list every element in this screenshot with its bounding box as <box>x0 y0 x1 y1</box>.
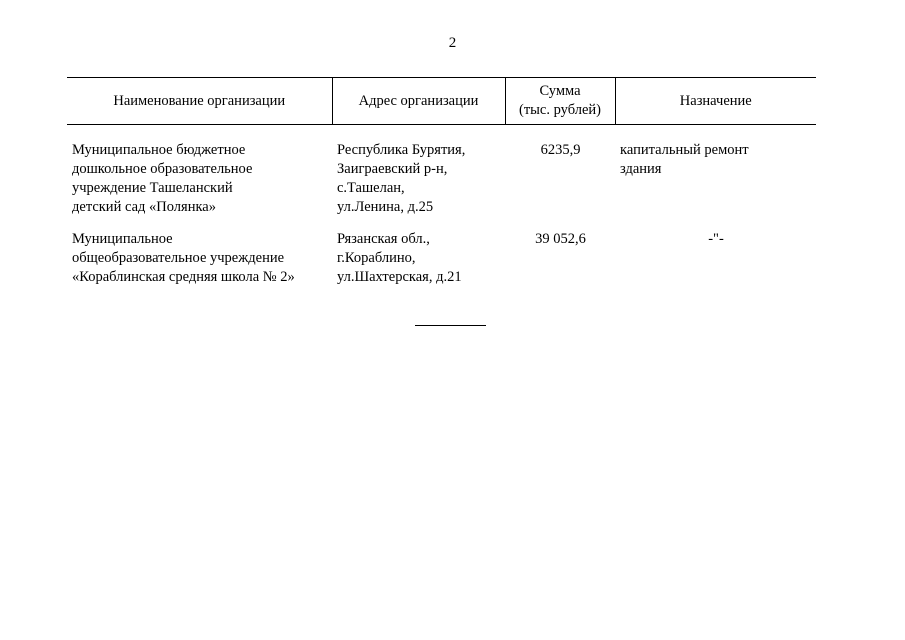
header-amount-label: Сумма (тыс. рублей) <box>519 83 601 118</box>
page-number: 2 <box>448 35 457 51</box>
header-purpose-label: Назначение <box>679 92 752 109</box>
cell-purpose: -"- <box>708 231 724 247</box>
cell-address: Рязанская обл., г.Кораблино, ул.Шахтерская, д.21 <box>337 231 462 285</box>
cell-organization: Муниципальное бюджетное дошкольное образовательное учреждение Ташеланский детский сад «Полянка» <box>72 142 253 215</box>
header-address <box>332 78 505 125</box>
cell-address: Республика Бурятия, Заиграевский р-н, с.Ташелан, ул.Ленина, д.25 <box>337 142 466 215</box>
table-header <box>67 78 816 125</box>
table-row <box>67 217 816 287</box>
cell-organization: Муниципальное общеобразовательное учреждение «Кораблинская средняя школа № 2» <box>72 231 295 285</box>
end-of-document-rule <box>415 325 486 326</box>
cell-amount: 6235,9 <box>540 142 581 158</box>
header-amount <box>505 78 615 125</box>
table-body <box>67 125 816 288</box>
organizations-table <box>67 77 816 287</box>
cell-purpose: капитальный ремонт здания <box>620 142 749 177</box>
header-address-label: Адрес организации <box>358 92 479 109</box>
header-organization-label: Наименование организации <box>113 92 286 109</box>
header-row <box>67 78 816 125</box>
header-organization <box>67 78 332 125</box>
header-purpose <box>615 78 816 125</box>
table-row <box>67 125 816 218</box>
cell-amount: 39 052,6 <box>535 231 586 247</box>
